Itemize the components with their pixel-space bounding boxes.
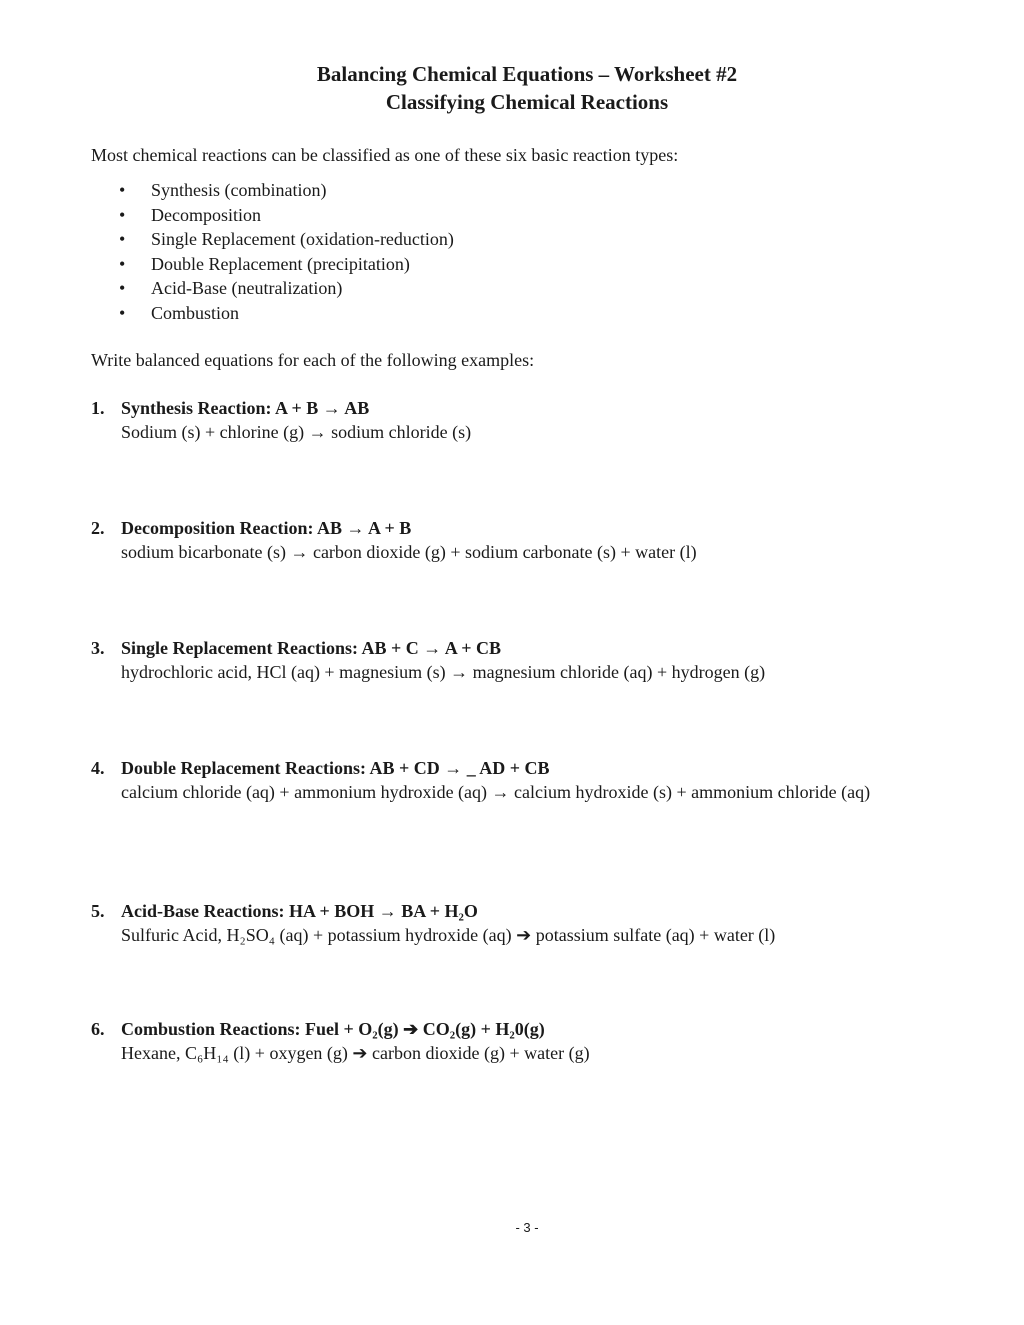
problem-heading: Double Replacement Reactions: AB + CD → _ AD + CB — [121, 758, 550, 778]
instruction-text: Write balanced equations for each of the following examples: — [91, 350, 535, 370]
reaction-type-label: Decomposition — [151, 204, 261, 225]
problem-5 — [91, 899, 971, 947]
problem-heading: Single Replacement Reactions: AB + C → A + CB — [121, 638, 502, 658]
problem-body: sodium bicarbonate (s) → carbon dioxide (g) + sodium carbonate (s) + water (l) — [121, 542, 697, 562]
problem-body: hydrochloric acid, HCl (aq) + magnesium (s) → magnesium chloride (aq) + hydrogen (g) — [121, 662, 766, 682]
bullet-icon: • — [119, 180, 126, 200]
list-item — [119, 203, 454, 228]
bullet-icon: • — [119, 278, 126, 299]
problem-1 — [91, 396, 971, 444]
list-item — [119, 276, 454, 301]
title-line-2: Classifying Chemical Reactions — [385, 90, 669, 114]
problem-2 — [91, 516, 971, 564]
bullet-icon: • — [119, 302, 126, 323]
reaction-type-label: Synthesis (combination) — [151, 180, 327, 200]
bullet-icon: • — [119, 253, 126, 274]
list-item — [119, 252, 454, 277]
problem-body: Hexane, C₆H₁₄ (l) + oxygen (g) ➔ carbon dioxide (g) + water (g) — [121, 1043, 590, 1063]
list-item — [119, 227, 454, 252]
problem-6 — [91, 1017, 971, 1065]
reaction-type-label: Double Replacement (precipitation) — [151, 253, 410, 274]
problem-heading: Acid-Base Reactions: HA + BOH → BA + H₂O — [121, 901, 478, 921]
problem-number: 6. — [91, 1019, 105, 1039]
problem-body: Sulfuric Acid, H₂SO₄ (aq) + potassium hydroxide (aq) ➔ potassium sulfate (aq) + water (l) — [121, 925, 776, 945]
page-number: - 3 - — [515, 1220, 539, 1235]
problem-heading: Combustion Reactions: Fuel + O₂(g) ➔ CO₂(g) + H₂0(g) — [121, 1019, 545, 1039]
reaction-type-label: Combustion — [151, 302, 240, 323]
problem-body: calcium chloride (aq) + ammonium hydroxide (aq) → calcium hydroxide (s) + ammonium chloride (aq) — [121, 782, 871, 802]
reaction-type-label: Single Replacement (oxidation-reduction) — [151, 229, 454, 250]
problem-number: 3. — [91, 638, 105, 658]
list-item — [119, 301, 454, 326]
problem-number: 1. — [91, 398, 105, 418]
title-line-1: Balancing Chemical Equations – Worksheet #2 — [316, 62, 738, 86]
problem-heading: Synthesis Reaction: A + B → AB — [121, 398, 370, 418]
bullet-icon: • — [119, 204, 126, 225]
intro-text: Most chemical reactions can be classified as one of these six basic reaction types: — [91, 145, 679, 165]
bullet-icon: • — [119, 229, 126, 250]
problem-body: Sodium (s) + chlorine (g) → sodium chloride (s) — [121, 422, 472, 442]
reaction-type-list — [119, 178, 454, 326]
reaction-type-label: Acid-Base (neutralization) — [151, 278, 343, 299]
problem-number: 5. — [91, 901, 105, 921]
problem-3 — [91, 636, 971, 684]
problem-number: 4. — [91, 758, 105, 778]
worksheet-title — [0, 60, 1024, 116]
problem-number: 2. — [91, 518, 105, 538]
list-item — [119, 178, 454, 203]
problem-heading: Decomposition Reaction: AB → A + B — [121, 518, 412, 538]
problem-4 — [91, 756, 971, 804]
